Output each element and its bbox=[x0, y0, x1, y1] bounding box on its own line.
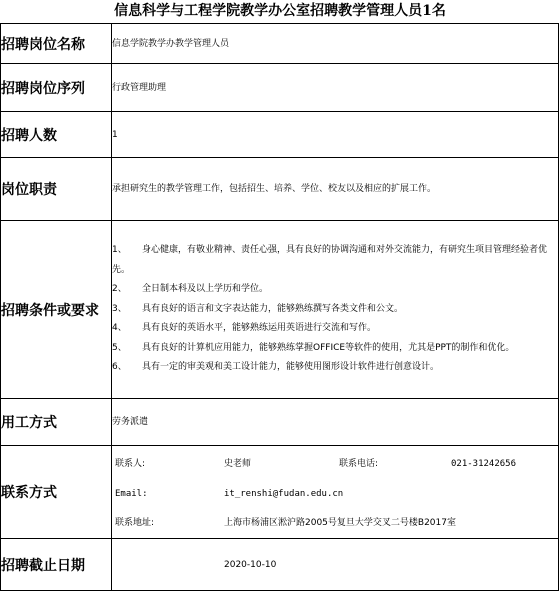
label-position-name: 招聘岗位名称 bbox=[1, 24, 112, 64]
requirement-number: 4、 bbox=[112, 323, 127, 334]
row-position-name bbox=[1, 24, 559, 64]
row-duty bbox=[1, 158, 559, 221]
requirement-text: 具有良好的计算机应用能力，能够熟练掌握OFFICE等软件的使用，尤其是PPT的制作和优化。 bbox=[142, 342, 515, 353]
label-headcount: 招聘人数 bbox=[1, 112, 112, 158]
requirement-text: 身心健康，有敬业精神、责任心强，具有良好的协调沟通和对外交流能力，有研究生项目管理经验者优先。 bbox=[112, 245, 548, 275]
value-headcount: 1 bbox=[112, 112, 559, 158]
row-position-seq bbox=[1, 64, 559, 112]
contact-email: it_renshi@fudan.edu.cn bbox=[224, 489, 344, 499]
requirement-item bbox=[112, 319, 558, 339]
value-contact bbox=[112, 446, 559, 539]
contact-phone: 021-31242656 bbox=[451, 459, 517, 469]
contact-address-label: 联系地址: bbox=[115, 518, 155, 528]
contact-block bbox=[112, 446, 558, 538]
value-duty: 承担研究生的教学管理工作，包括招生、培养、学位、校友以及相应的扩展工作。 bbox=[112, 158, 559, 221]
requirement-text: 具有良好的英语水平，能够熟练运用英语进行交流和写作。 bbox=[142, 323, 377, 334]
value-employment: 劳务派遣 bbox=[112, 399, 559, 446]
contact-person-label: 联系人: bbox=[115, 459, 146, 469]
label-contact: 联系方式 bbox=[1, 446, 112, 539]
row-deadline bbox=[1, 539, 559, 591]
value-position-name: 信息学院教学办教学管理人员 bbox=[112, 24, 559, 64]
label-position-seq: 招聘岗位序列 bbox=[1, 64, 112, 112]
requirement-item bbox=[112, 339, 558, 359]
requirement-item bbox=[112, 280, 558, 300]
value-requirements bbox=[112, 221, 559, 399]
requirement-number: 6、 bbox=[112, 362, 127, 373]
requirement-text: 具有良好的语言和文字表达能力，能够熟练撰写各类文件和公文。 bbox=[142, 303, 404, 314]
label-requirements: 招聘条件或要求 bbox=[1, 221, 112, 399]
value-position-seq: 行政管理助理 bbox=[112, 64, 559, 112]
requirement-text: 全日制本科及以上学历和学位。 bbox=[142, 284, 269, 295]
requirement-number: 2、 bbox=[112, 284, 127, 295]
page-title: 信息科学与工程学院教学办公室招聘教学管理人员1名 bbox=[114, 3, 446, 19]
requirement-item bbox=[112, 358, 558, 378]
value-deadline: 2020-10-10 bbox=[112, 539, 559, 591]
label-deadline: 招聘截止日期 bbox=[1, 539, 112, 591]
label-employment: 用工方式 bbox=[1, 399, 112, 446]
row-headcount bbox=[1, 112, 559, 158]
row-contact bbox=[1, 446, 559, 539]
contact-address: 上海市杨浦区淞沪路2005号复旦大学交叉二号楼B2017室 bbox=[224, 518, 456, 528]
contact-email-label: Email: bbox=[115, 489, 148, 499]
row-employment bbox=[1, 399, 559, 446]
row-requirements bbox=[1, 221, 559, 399]
label-duty: 岗位职责 bbox=[1, 158, 112, 221]
requirement-number: 5、 bbox=[112, 342, 127, 353]
requirement-item bbox=[112, 300, 558, 320]
requirement-item bbox=[112, 241, 558, 280]
requirement-text: 具有一定的审美观和美工设计能力，能够使用图形设计软件进行创意设计。 bbox=[142, 362, 440, 373]
requirement-number: 1、 bbox=[112, 245, 127, 256]
requirement-number: 3、 bbox=[112, 303, 127, 314]
contact-person: 史老师 bbox=[224, 459, 252, 469]
contact-phone-label: 联系电话: bbox=[339, 459, 379, 469]
job-posting-table bbox=[0, 23, 559, 591]
